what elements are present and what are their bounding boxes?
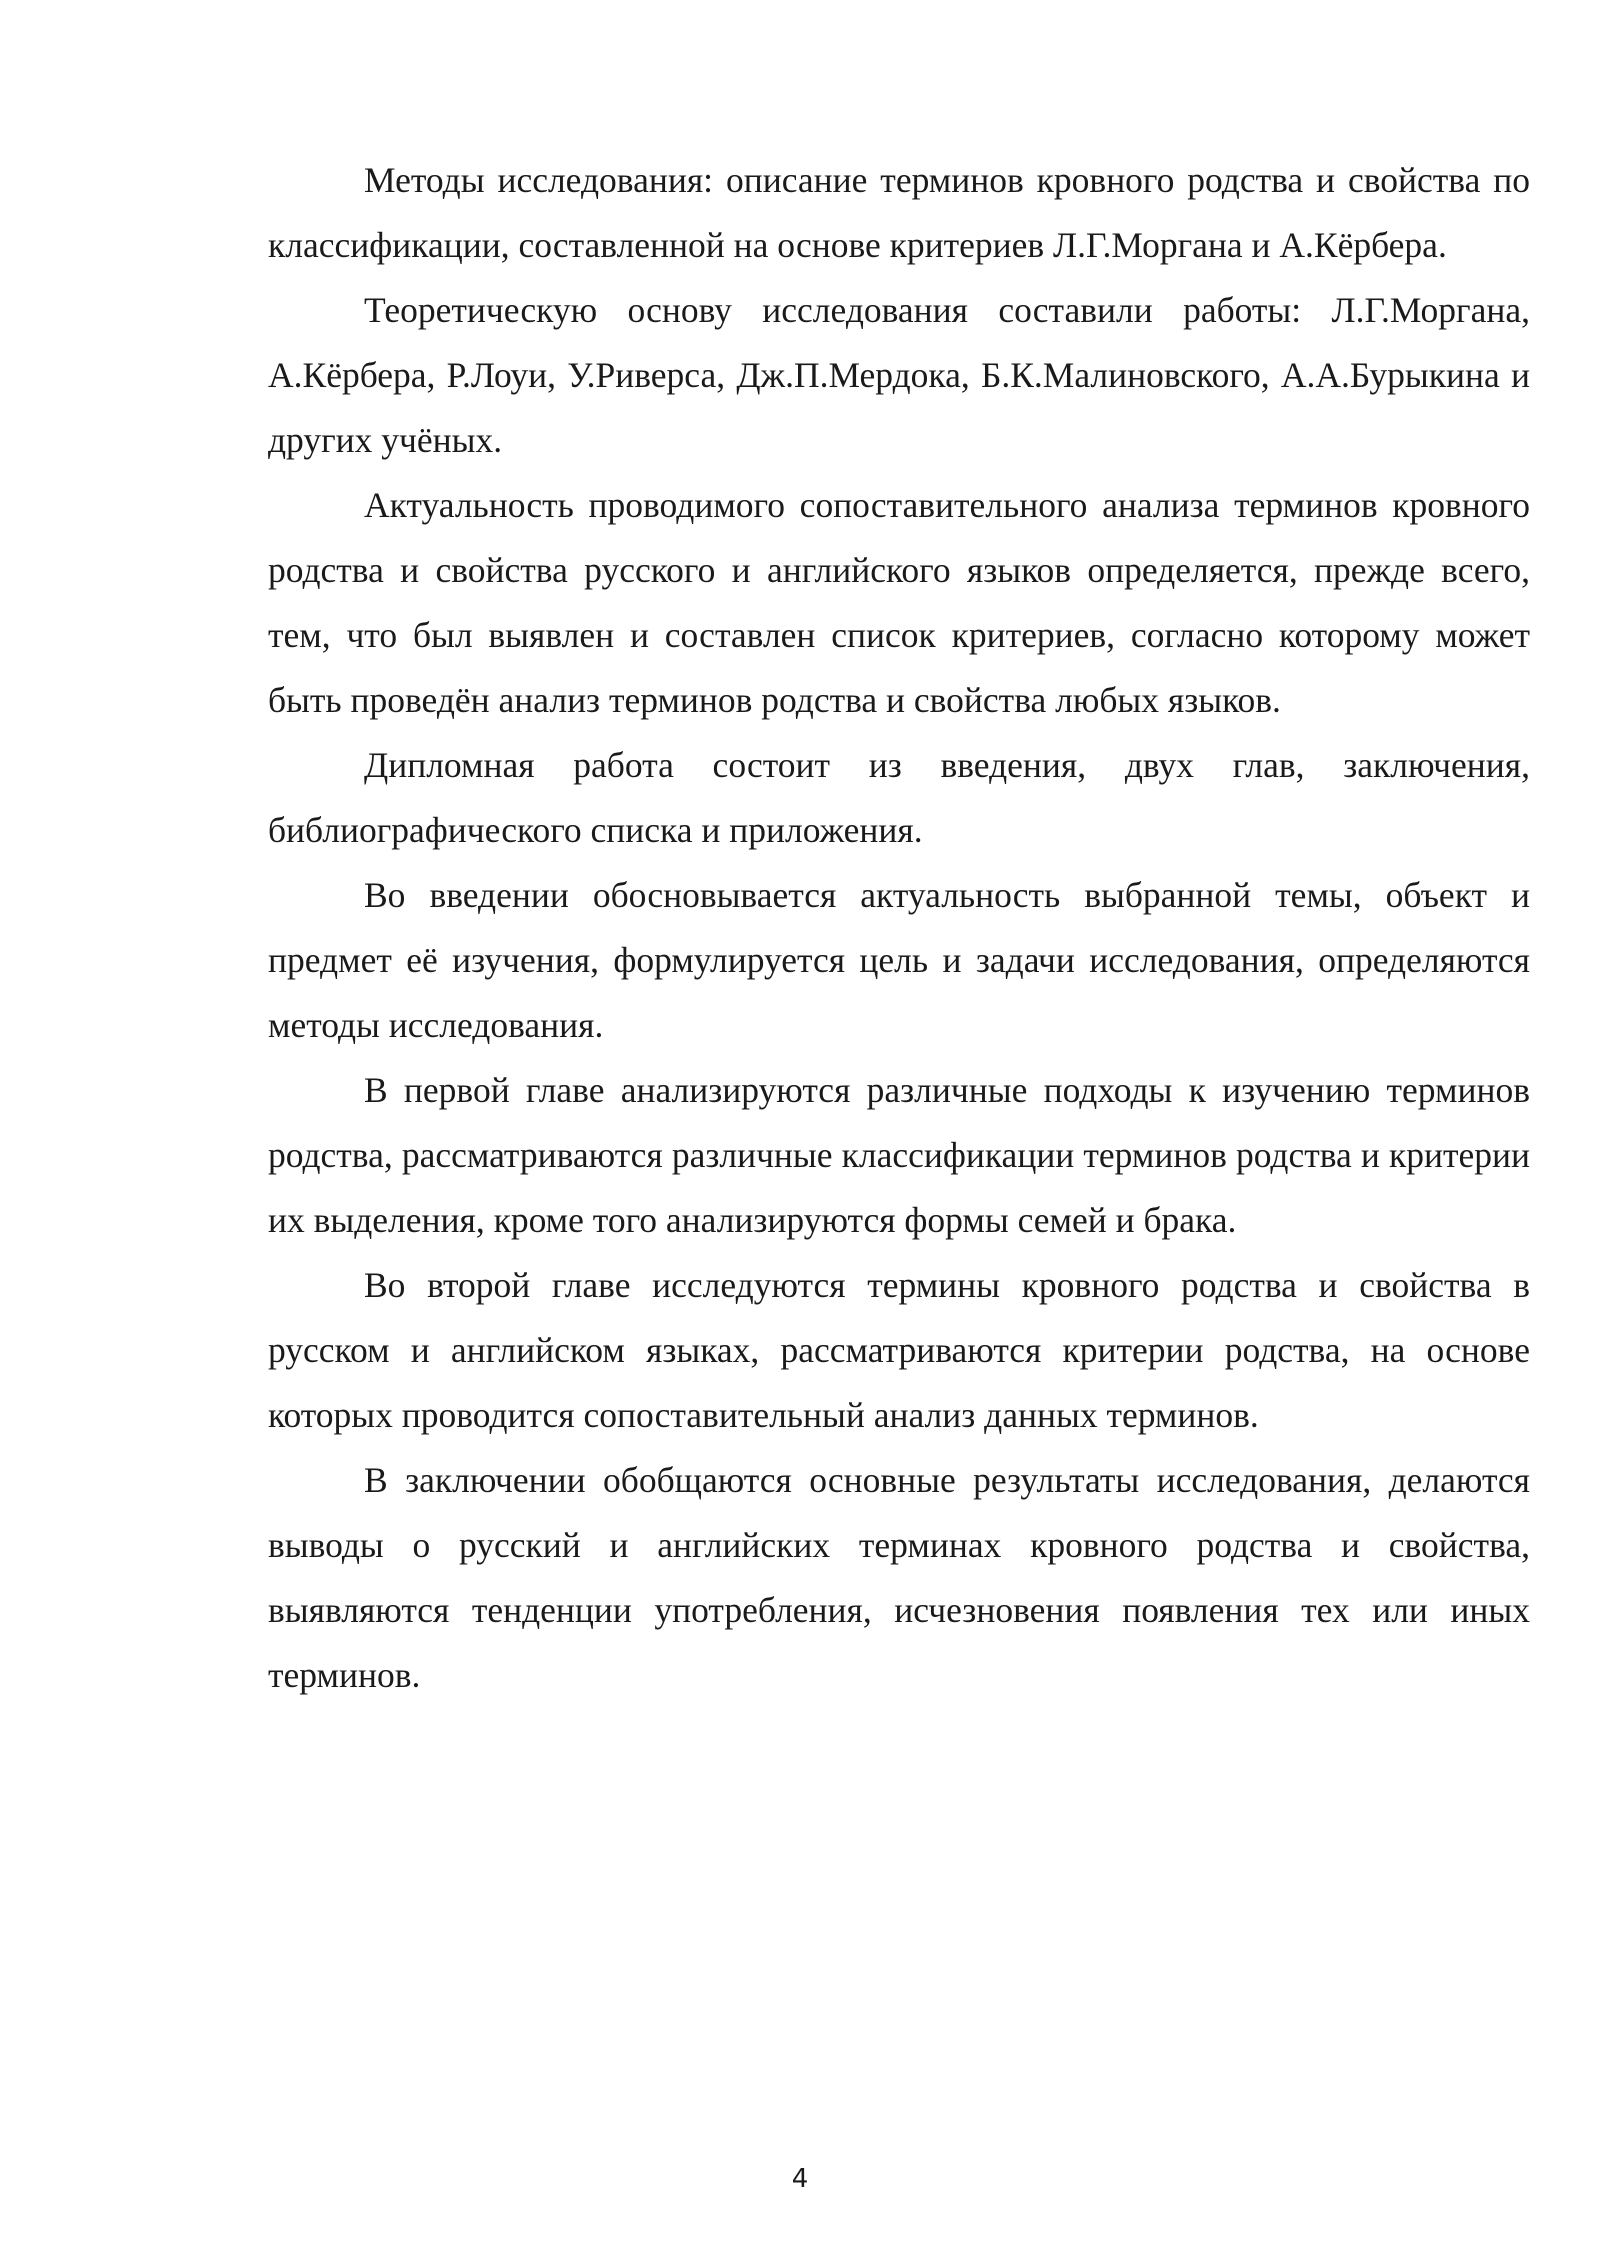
paragraph-introduction: Во введении обосновывается актуальность выбранной темы, объект и предмет её изучения, формулируется цель и задачи исследования, определяются методы исследования. [268, 875, 1530, 1045]
paragraph-theoretical-basis: Теоретическую основу исследования составили работы: Л.Г.Моргана, А.Кёрбера, Р.Лоуи, У.Риверса, Дж.П.Мердока, Б.К.Малиновского, А.А.Бурыкина и других учёных. [268, 290, 1530, 460]
document-body [268, 148, 1530, 1708]
paragraph-relevance: Актуальность проводимого сопоставительного анализа терминов кровного родства и свойства русского и английского языков определяется, прежде всего, тем, что был выявлен и составлен список критериев, согласно которому может быть проведён анализ терминов родства и свойства любых языков. [268, 485, 1530, 720]
paragraph-chapter-two: Во второй главе исследуются термины кровного родства и свойства в русском и английском языках, рассматриваются критерии родства, на основе которых проводится сопоставительный анализ данных терминов. [268, 1265, 1530, 1435]
paragraph-research-methods: Методы исследования: описание терминов кровного родства и свойства по классификации, составленной на основе критериев Л.Г.Моргана и А.Кёрбера. [268, 160, 1530, 265]
paragraph-chapter-one: В первой главе анализируются различные подходы к изучению терминов родства, рассматриваются различные классификации терминов родства и критерии их выделения, кроме того анализируются формы семей и брака. [268, 1070, 1530, 1240]
page-number: 4 [791, 2164, 809, 2194]
paragraph-conclusion: В заключении обобщаются основные результаты исследования, делаются выводы о русский и английских терминах кровного родства и свойства, выявляются тенденции употребления, исчезновения появления тех или иных терминов. [268, 1460, 1530, 1695]
paragraph-structure: Дипломная работа состоит из введения, двух глав, заключения, библиографического списка и приложения. [268, 745, 1530, 850]
